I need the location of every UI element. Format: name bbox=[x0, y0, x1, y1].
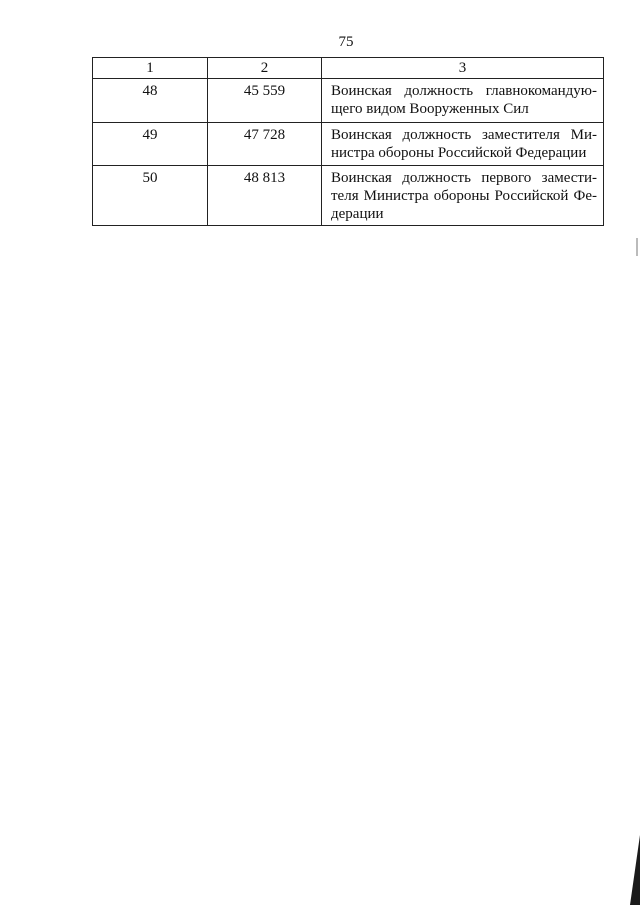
row-number-cell: 50 bbox=[93, 166, 208, 226]
scan-edge-mark bbox=[636, 238, 638, 256]
table-row bbox=[93, 166, 604, 226]
header-cell-1: 1 bbox=[93, 58, 208, 79]
header-cell-3: 3 bbox=[322, 58, 604, 79]
table-header-row bbox=[93, 58, 604, 79]
row-value-cell: 48 813 bbox=[208, 166, 322, 226]
scan-corner-mark bbox=[630, 835, 640, 905]
row-description-cell bbox=[322, 123, 604, 166]
header-cell-2: 2 bbox=[208, 58, 322, 79]
row-description-text: Воинская должность заместителя Ми-нистра обороны Российской Федерации bbox=[331, 127, 597, 161]
table-row bbox=[93, 79, 604, 123]
page-number: 75 bbox=[338, 34, 354, 50]
row-description-cell bbox=[322, 166, 604, 226]
row-number-cell: 49 bbox=[93, 123, 208, 166]
table-row bbox=[93, 123, 604, 166]
row-description-text: Воинская должность первого замести-теля Министра обороны Российской Фе-дерации bbox=[331, 170, 597, 222]
row-value-cell: 47 728 bbox=[208, 123, 322, 166]
row-description-cell bbox=[322, 79, 604, 123]
row-value-cell: 45 559 bbox=[208, 79, 322, 123]
row-description-text: Воинская должность главнокомандую-щего видом Вооруженных Сил bbox=[331, 83, 597, 117]
row-number-cell: 48 bbox=[93, 79, 208, 123]
document-table bbox=[92, 57, 604, 226]
